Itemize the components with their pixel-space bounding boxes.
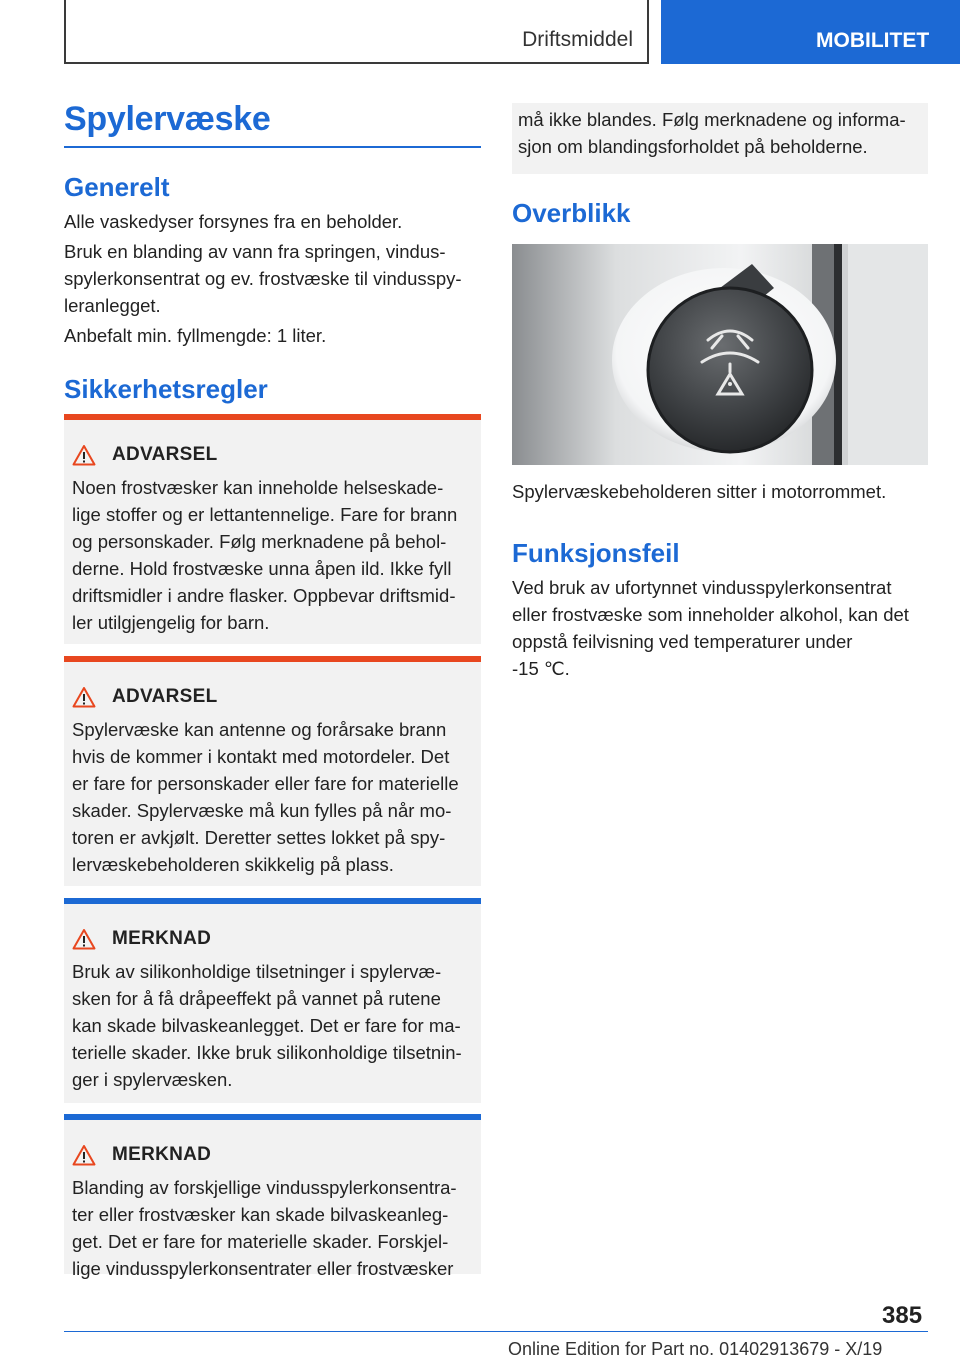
warning-triangle-icon <box>72 928 96 950</box>
notice-text: Noen frostvæsker kan inneholde helseskade- lige stoffer og er lettantennelige. Fare for brann og personskader. Følg merknadene på behol- derne. Hold frostvæske unna åpen ild. Ikke fyll driftsmidler i andre flasker. Oppbevar driftsmid- ler utilgjengelig for barn. <box>72 477 458 633</box>
notice-bar <box>64 1114 481 1120</box>
notice-text: må ikke blandes. Følg merknadene og informa- sjon om blandingsforholdet på beholderne. <box>518 109 906 157</box>
notice-continuation <box>512 103 928 174</box>
notice-header <box>72 442 218 468</box>
footer-rule <box>64 1331 928 1332</box>
notice-bar <box>64 414 481 420</box>
notice-title: MERKNAD <box>112 1144 212 1165</box>
heading-overblikk: Overblikk <box>512 198 631 228</box>
notice-title: ADVARSEL <box>112 444 218 465</box>
footer-edition: Online Edition for Part no. 01402913679 - X/19 <box>508 1339 883 1359</box>
washer-fluid-cap-photo <box>512 244 928 465</box>
notice-title: ADVARSEL <box>112 686 218 707</box>
warning-triangle-icon <box>72 444 96 466</box>
merknad-notice-2 <box>64 1114 481 1279</box>
notice-header <box>72 684 218 710</box>
warning-triangle-icon <box>72 1144 96 1166</box>
notice-text: Blanding av forskjellige vindusspylerkonsentra- ter eller frostvæsker kan skade bilvaskeanleg- get. Det er fare for materielle skader. Forskjel- lige vindusspylerkonsentrater eller frostvæsker <box>72 1177 457 1279</box>
chapter-title: MOBILITET <box>816 29 930 52</box>
heading-generelt: Generelt <box>64 172 170 202</box>
notice-text: Spylervæske kan antenne og forårsake brann hvis de kommer i kontakt med motordeler. Det er fare for personskader eller fare for materielle skader. Spylervæske må kun fylles på når mo- toren er avkjølt. Deretter settes lokket på spy- lervæskebeholderen skikkelig på plass. <box>72 719 459 875</box>
header-chapter-tab <box>661 0 960 64</box>
warning-notice-1 <box>64 414 481 644</box>
warning-notice-2 <box>64 656 481 886</box>
page-number: 385 <box>882 1302 923 1329</box>
washer-reservoir-image <box>512 244 928 465</box>
notice-header <box>72 1142 211 1168</box>
notice-bar <box>64 898 481 904</box>
notice-text: Bruk av silikonholdige tilsetninger i spylervæ- sken for å få dråpeeffekt på vannet på rutene kan skade bilvaskeanlegget. Det er fare for ma- terielle skader. Ikke bruk silikonholdige tilsetnin- ger i spylervæsken. <box>72 961 462 1090</box>
notice-header <box>72 926 211 952</box>
generelt-p1: Alle vaskedyser forsynes fra en beholder. <box>64 211 403 232</box>
generelt-p2: Bruk en blanding av vann fra springen, vindus- spylerkonsentrat og ev. frostvæske til vindusspy- leranlegget. <box>64 241 462 316</box>
title-rule <box>64 146 481 148</box>
funksjonsfeil-text: Ved bruk av ufortynnet vindusspylerkonsentrat eller frostvæske som inneholder alkohol, kan det oppstå feilvisning ved temperaturer under -15 ℃. <box>512 577 909 679</box>
page-title: Spylervæske <box>64 100 271 138</box>
header-section-tab <box>64 0 649 64</box>
notice-title: MERKNAD <box>112 928 212 949</box>
generelt-p3: Anbefalt min. fyllmengde: 1 liter. <box>64 325 327 346</box>
notice-bar <box>64 656 481 662</box>
section-title: Driftsmiddel <box>522 28 633 51</box>
heading-funksjonsfeil: Funksjonsfeil <box>512 538 680 568</box>
warning-triangle-icon <box>72 686 96 708</box>
photo-caption: Spylervæskebeholderen sitter i motorrommet. <box>512 481 887 502</box>
merknad-notice-1 <box>64 898 481 1103</box>
heading-sikkerhetsregler: Sikkerhetsregler <box>64 374 268 404</box>
